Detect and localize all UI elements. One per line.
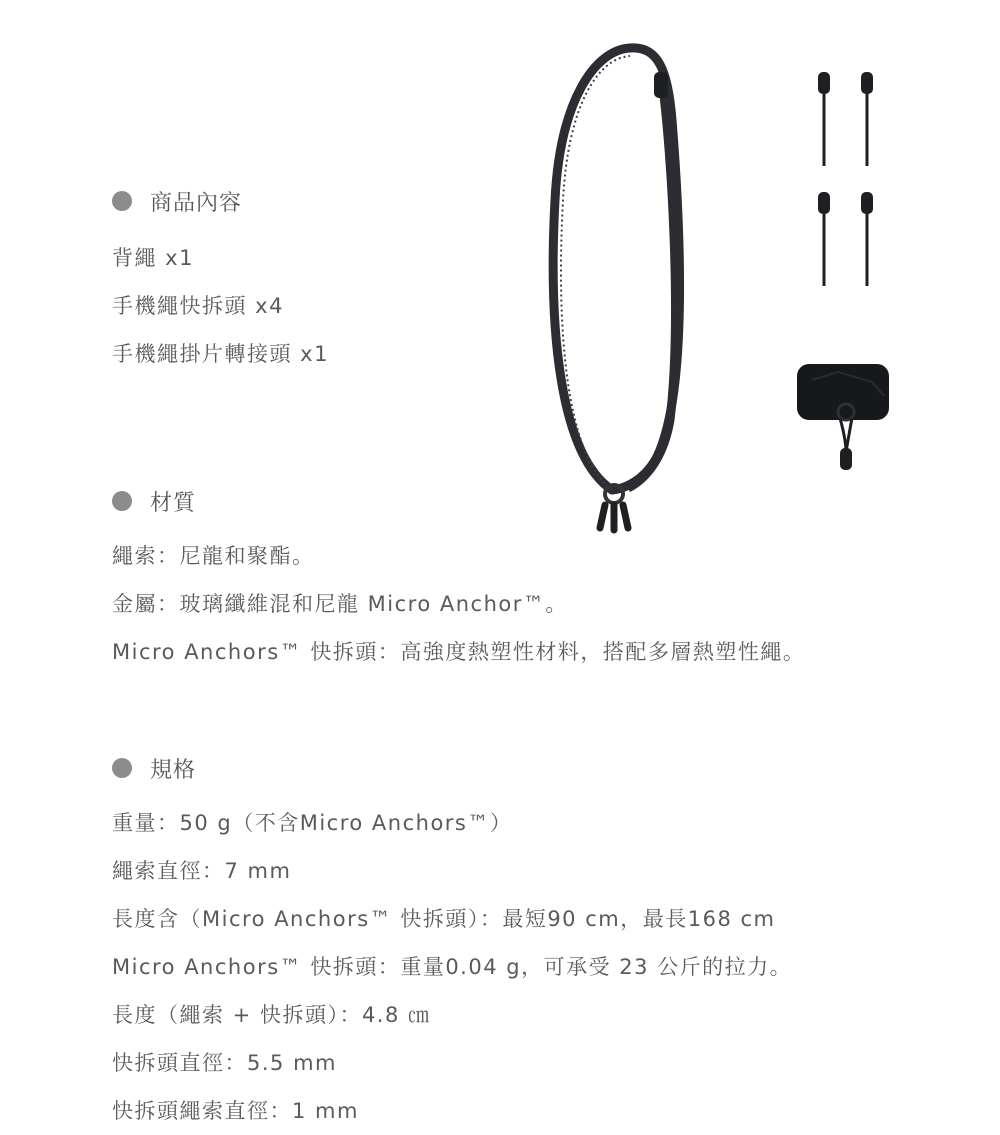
spec-item: 快拆頭繩索直徑：1 mm	[112, 1099, 359, 1123]
specs-section	[112, 753, 792, 1135]
bullet-icon	[112, 491, 132, 511]
material-item: 繩索：尼龍和聚酯。	[112, 544, 315, 568]
material-section	[112, 486, 805, 676]
spec-item: 快拆頭直徑：5.5 mm	[112, 1051, 337, 1075]
contents-item: 手機繩掛片轉接頭 x1	[112, 342, 329, 366]
material-item: Micro Anchors™ 快拆頭：高強度熱塑性材料，搭配多層熱塑性繩。	[112, 640, 806, 664]
specs-list	[112, 799, 792, 1135]
contents-heading	[112, 186, 329, 216]
specs-heading-text: 規格	[150, 757, 197, 783]
material-heading-text: 材質	[150, 490, 197, 516]
spec-item: 繩索直徑：7 mm	[112, 859, 292, 883]
product-image	[540, 40, 900, 540]
spec-item: Micro Anchors™ 快拆頭：重量0.04 g，可承受 23 公斤的拉力。	[112, 955, 793, 979]
contents-section	[112, 186, 329, 378]
material-heading	[112, 486, 805, 516]
bullet-icon	[112, 758, 132, 778]
contents-list	[112, 234, 329, 378]
anchor-illustration	[818, 72, 873, 286]
material-item: 金屬：玻璃纖維混和尼龍 Micro Anchor™。	[112, 592, 568, 616]
specs-heading	[112, 753, 792, 783]
spec-item: 重量：50 g（不含Micro Anchors™）	[112, 811, 513, 835]
neck-strap-illustration	[553, 48, 679, 530]
contents-heading-text: 商品內容	[150, 190, 243, 216]
spec-item: 長度（繩索 + 快拆頭）：4.8 ㎝	[112, 1003, 431, 1027]
contents-item: 手機繩快拆頭 x4	[112, 294, 284, 318]
contents-item: 背繩 x1	[112, 246, 194, 270]
adapter-tab-illustration	[797, 364, 889, 470]
bullet-icon	[112, 191, 132, 211]
spec-item: 長度含（Micro Anchors™ 快拆頭）：最短90 cm，最長168 cm	[112, 907, 776, 931]
material-list	[112, 532, 805, 676]
